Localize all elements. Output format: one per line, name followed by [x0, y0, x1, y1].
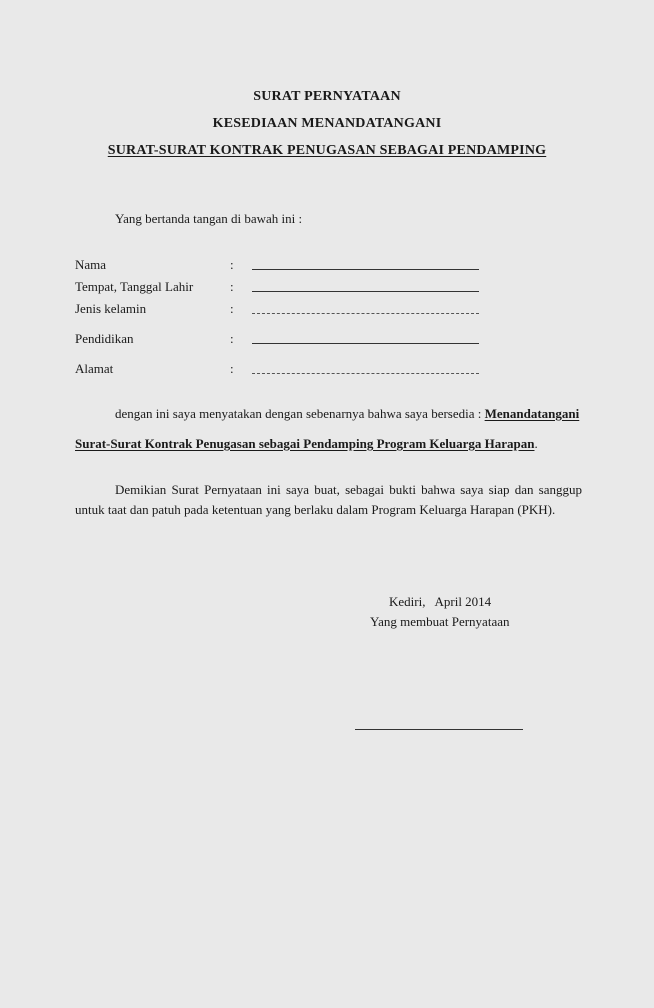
- statement-bold-text-1: Menandatangani: [484, 406, 580, 421]
- title-line-1: SURAT PERNYATAAN: [253, 89, 401, 104]
- statement-bold-text-2: Surat-Surat Kontrak Penugasan sebagai Pendamping Program Keluarga Harapan: [75, 436, 535, 451]
- field-label-alamat: Alamat: [75, 361, 114, 376]
- field-line-alamat: [252, 373, 479, 374]
- field-colon-pendidikan: :: [230, 331, 234, 346]
- statement-plain-text: dengan ini saya menyatakan dengan sebenarnya bahwa saya bersedia :: [115, 406, 485, 421]
- field-label-pendidikan: Pendidikan: [75, 331, 134, 346]
- field-label-ttl: Tempat, Tanggal Lahir: [75, 279, 194, 294]
- signatory-role: Yang membuat Pernyataan: [370, 614, 510, 629]
- title-line-2: KESEDIAAN MENANDATANGANI: [212, 116, 442, 131]
- closing-line-2: untuk taat dan patuh pada ketentuan yang berlaku dalam Program Keluarga Harapan (PKH).: [75, 502, 556, 517]
- statement-line-1: [115, 406, 579, 422]
- field-line-pendidikan: [252, 343, 479, 344]
- title-line-3-text: SURAT-SURAT KONTRAK PENUGASAN SEBAGAI PENDAMPING: [107, 143, 547, 158]
- intro-text: Yang bertanda tangan di bawah ini :: [115, 211, 303, 226]
- field-line-ttl: [252, 291, 479, 292]
- field-colon-nama: :: [230, 257, 234, 272]
- field-line-jenis-kelamin: [252, 313, 479, 314]
- title-line-3: [0, 143, 654, 159]
- field-colon-alamat: :: [230, 361, 234, 376]
- statement-end: .: [534, 436, 538, 451]
- field-colon-ttl: :: [230, 279, 234, 294]
- field-colon-jenis-kelamin: :: [230, 301, 234, 316]
- field-line-nama: [252, 269, 479, 270]
- field-label-jenis-kelamin: Jenis kelamin: [75, 301, 147, 316]
- field-label-nama: Nama: [75, 257, 107, 272]
- signature-line: [355, 729, 523, 730]
- place-date: Kediri, April 2014: [389, 594, 492, 609]
- statement-line-2: [75, 436, 538, 452]
- closing-line-1: Demikian Surat Pernyataan ini saya buat, sebagai bukti bahwa saya siap dan sanggup: [115, 482, 582, 497]
